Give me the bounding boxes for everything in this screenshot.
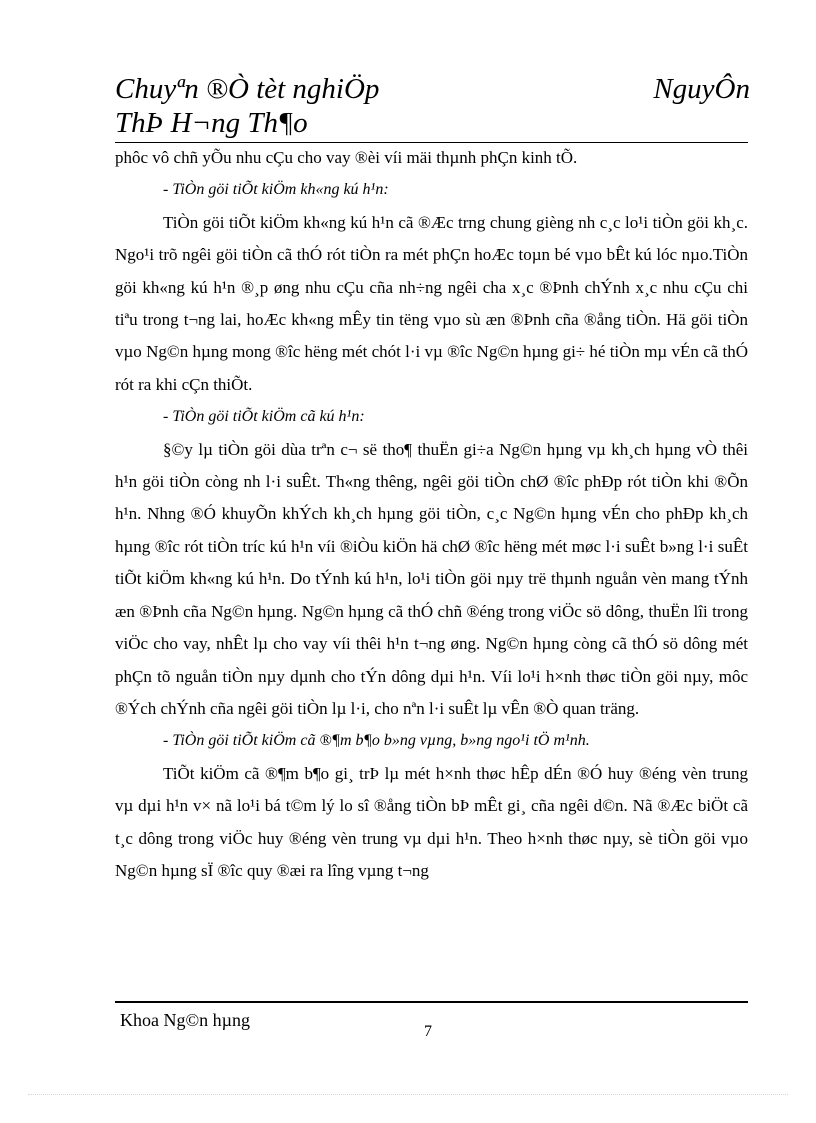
page-number: 7 — [424, 1023, 432, 1040]
author-name-rest: ThÞ H¬ng Th¶o — [115, 107, 308, 139]
section-subheading: - TiÒn göi tiÕt kiÖm cã ®¶m b¶o b»ng vµng, b»ng ngo¹i tÖ m¹nh. — [163, 732, 590, 750]
page-header — [115, 72, 750, 140]
page-bottom-border — [28, 1094, 788, 1095]
paragraph: TiÒn göi tiÕt kiÖm kh«ng kú h¹n cã ®Æc trng chung gièng nh c¸c lo¹i tiÒn göi kh¸c. Ngo¹i trõ ngêi göi tiÒn cã thÓ rót tiÒn ra mét phÇn hoÆc toµn bé vµo bÊt kú lóc nµo.TiÒn göi kh«ng kú h¹n ®¸p øng nhu cÇu cña nh÷ng ngêi cha x¸c ®Þnh chÝnh x¸c nhu cÇu chi tiªu trong t¬ng lai, hoÆc kh«ng mÊy tin tëng vµo sù æn ®Þnh cña ®ång tiÒn. Hä göi tiÒn vµo Ng©n hµng mong ®îc hëng mét chót l·i vµ ®îc Ng©n hµng gi÷ hé tiÒn mµ vÉn cã thÓ rót ra khi cÇn thiÕt. — [115, 212, 748, 394]
section-subheading: - TiÒn göi tiÕt kiÖm cã kú h¹n: — [163, 408, 365, 426]
page-body — [115, 142, 748, 887]
author-name-first: NguyÔn — [653, 73, 750, 105]
header-title-line-2 — [115, 106, 750, 140]
paragraph: phôc vô chñ yÕu nhu cÇu cho vay ®èi víi mäi thµnh phÇn kinh tÕ. — [115, 148, 578, 167]
footer-divider — [115, 1001, 748, 1003]
paragraph: TiÕt kiÖm cã ®¶m b¶o gi¸ trÞ lµ mét h×nh thøc hÊp dÉn ®Ó huy ®éng vèn trung vµ dµi h¹n v× nã lo¹i bá t©m lý lo sî ®ång tiÒn bÞ mÊt gi¸ cña ngêi d©n. Nã ®Æc biÖt cã t¸c dông trong viÖc huy ®éng vèn trung vµ dµi h¹n. Theo h×nh thøc nµy, sè tiÒn göi vµo Ng©n hµng sÏ ®îc quy ®æi ra lîng vµng t¬ng — [115, 763, 748, 880]
paragraph: §©y lµ tiÒn göi dùa trªn c¬ së tho¶ thuËn gi÷a Ng©n hµng vµ kh¸ch hµng vÒ thêi h¹n göi tiÒn còng nh l·i suÊt. Th«ng thêng, ngêi göi tiÒn chØ ®îc phÐp rót tiÒn khi ®Õn h¹n. Nhng ®Ó khuyÕn khÝch kh¸ch hµng göi tiÒn, c¸c Ng©n hµng vÉn cho phÐp kh¸ch hµng ®îc rót tiÒn tríc kú h¹n víi ®iÒu kiÖn hä chØ ®îc hëng mét møc l·i suÊt b»ng l·i suÊt tiÕt kiÖm kh«ng kú h¹n. Do tÝnh kú h¹n, lo¹i tiÒn göi nµy trë thµnh nguån vèn mang tÝnh æn ®Þnh cña Ng©n hµng. Ng©n hµng cã thÓ chñ ®éng trong viÖc sö dông, thuËn lîi trong viÖc cho vay, nhÊt lµ cho vay víi thêi h¹n t¬ng øng. Ng©n hµng còng cã thÓ sö dông mét phÇn tõ nguån tiÒn nµy dµnh cho tÝn dông dµi h¹n. Víi lo¹i h×nh thøc tiÒn göi nµy, môc ®Ých chÝnh cña ngêi göi tiÒn lµ l·i, cho nªn l·i suÊt lµ vÊn ®Ò quan träng. — [115, 439, 748, 718]
section-subheading: - TiÒn göi tiÕt kiÖm kh«ng kú h¹n: — [163, 181, 389, 199]
header-title-line-1 — [115, 72, 750, 106]
footer-department: Khoa Ng©n hµng — [120, 1010, 251, 1030]
thesis-title: Chuyªn ®Ò tèt nghiÖp — [115, 73, 380, 105]
